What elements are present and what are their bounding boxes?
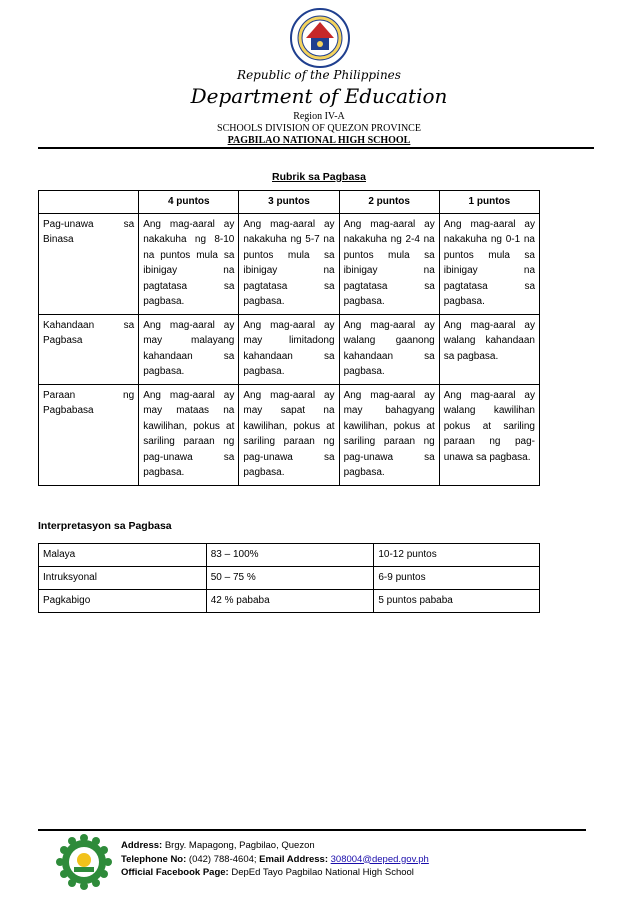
interpretation-level: Malaya: [39, 544, 207, 567]
deped-seal-logo: [290, 8, 350, 68]
interpretation-row: [39, 567, 540, 590]
rubric-cell: Ang mag-aaral ay walang kawilihan pokus at sariling paraan ng pag-unawa sa pagbasa.: [439, 384, 539, 485]
rubric-cell: Ang mag-aaral ay walang kahandaan sa pagbasa.: [439, 314, 539, 384]
rubric-cell: Ang mag-aaral ay walang gaanong kahandaan sa pagbasa.: [339, 314, 439, 384]
interpretation-row: [39, 590, 540, 613]
rubric-cell: Ang mag-aaral ay may sapat na kawilihan, pokus at sariling paraan ng pag-unawa sa pagbasa.: [239, 384, 339, 485]
footer-phone-line: [121, 853, 429, 867]
school-logo: [56, 834, 112, 890]
footer-divider: [38, 829, 586, 831]
rubric-header-cell: 4 puntos: [139, 191, 239, 214]
interpretation-row: [39, 544, 540, 567]
department-title: Department of Education: [190, 84, 448, 108]
region-line: Region IV-A: [293, 111, 345, 122]
division-line: SCHOOLS DIVISION OF QUEZON PROVINCE: [217, 123, 421, 134]
rubric-header-cell: [39, 191, 139, 214]
facebook-value: DepEd Tayo Pagbilao National High School: [231, 867, 414, 878]
rubric-cell: Ang mag-aaral ay nakakuha ng 2-4 na puntos mula sa ibinigay na pagtatasa sa pagbasa.: [339, 213, 439, 314]
rubric-criterion: Paraan ng Pagbabasa: [39, 384, 139, 485]
footer-facebook-line: [121, 866, 429, 880]
rubric-row: [39, 213, 540, 314]
telephone-value: (042) 788-4604;: [188, 853, 257, 865]
rubric-title: Rubrik sa Pagbasa: [272, 171, 366, 183]
rubric-cell: Ang mag-aaral ay nakakuha ng 0-1 na puntos mula sa ibinigay na pagtatasa sa pagbasa.: [439, 213, 539, 314]
interpretation-percent: 83 – 100%: [206, 544, 374, 567]
email-link[interactable]: 308004@deped.gov.ph: [330, 853, 429, 865]
interpretation-level: Intruksyonal: [39, 567, 207, 590]
rubric-header-row: [39, 191, 540, 214]
rubric-cell: Ang mag-aaral ay nakakuha ng 8-10 na puntos mula sa ibinigay na pagtatasa sa pagbasa.: [139, 213, 239, 314]
rubric-table: [38, 190, 540, 486]
address-label: Address:: [121, 840, 163, 851]
interpretation-table: [38, 543, 540, 613]
rubric-cell: Ang mag-aaral ay may malayang kahandaan sa pagbasa.: [139, 314, 239, 384]
rubric-cell: Ang mag-aaral ay may limitadong kahandaan sa pagbasa.: [239, 314, 339, 384]
address-value: Brgy. Mapagong, Pagbilao, Quezon: [164, 840, 315, 851]
school-name: PAGBILAO NATIONAL HIGH SCHOOL: [227, 135, 411, 146]
footer-address-line: [121, 839, 429, 853]
telephone-label: Telephone No:: [121, 853, 187, 865]
interpretation-points: 6-9 puntos: [374, 567, 540, 590]
interpretation-level: Pagkabigo: [39, 590, 207, 613]
rubric-header-cell: 1 puntos: [439, 191, 539, 214]
republic-line: Republic of the Philippines: [237, 68, 401, 82]
rubric-row: [39, 384, 540, 485]
rubric-criterion: Kahandaan sa Pagbasa: [39, 314, 139, 384]
interpretation-percent: 42 % pababa: [206, 590, 374, 613]
interpretation-title: Interpretasyon sa Pagbasa: [38, 520, 172, 532]
rubric-row: [39, 314, 540, 384]
rubric-header-cell: 3 puntos: [239, 191, 339, 214]
rubric-cell: Ang mag-aaral ay may mataas na kawilihan, pokus at sariling paraan ng pag-unawa sa pagbasa.: [139, 384, 239, 485]
email-label: Email Address:: [259, 853, 328, 865]
footer-contact: [121, 839, 429, 880]
interpretation-points: 10-12 puntos: [374, 544, 540, 567]
interpretation-percent: 50 – 75 %: [206, 567, 374, 590]
rubric-header-cell: 2 puntos: [339, 191, 439, 214]
facebook-label: Official Facebook Page:: [121, 867, 229, 878]
interpretation-points: 5 puntos pababa: [374, 590, 540, 613]
rubric-criterion: Pag-unawa sa Binasa: [39, 213, 139, 314]
rubric-cell: Ang mag-aaral ay may bahagyang kawilihan, pokus at sariling paraan ng pag-unawa sa pagbasa.: [339, 384, 439, 485]
header-divider: [38, 147, 594, 149]
rubric-cell: Ang mag-aaral ay nakakuha ng 5-7 na puntos mula sa ibinigay na pagtatasa sa pagbasa.: [239, 213, 339, 314]
